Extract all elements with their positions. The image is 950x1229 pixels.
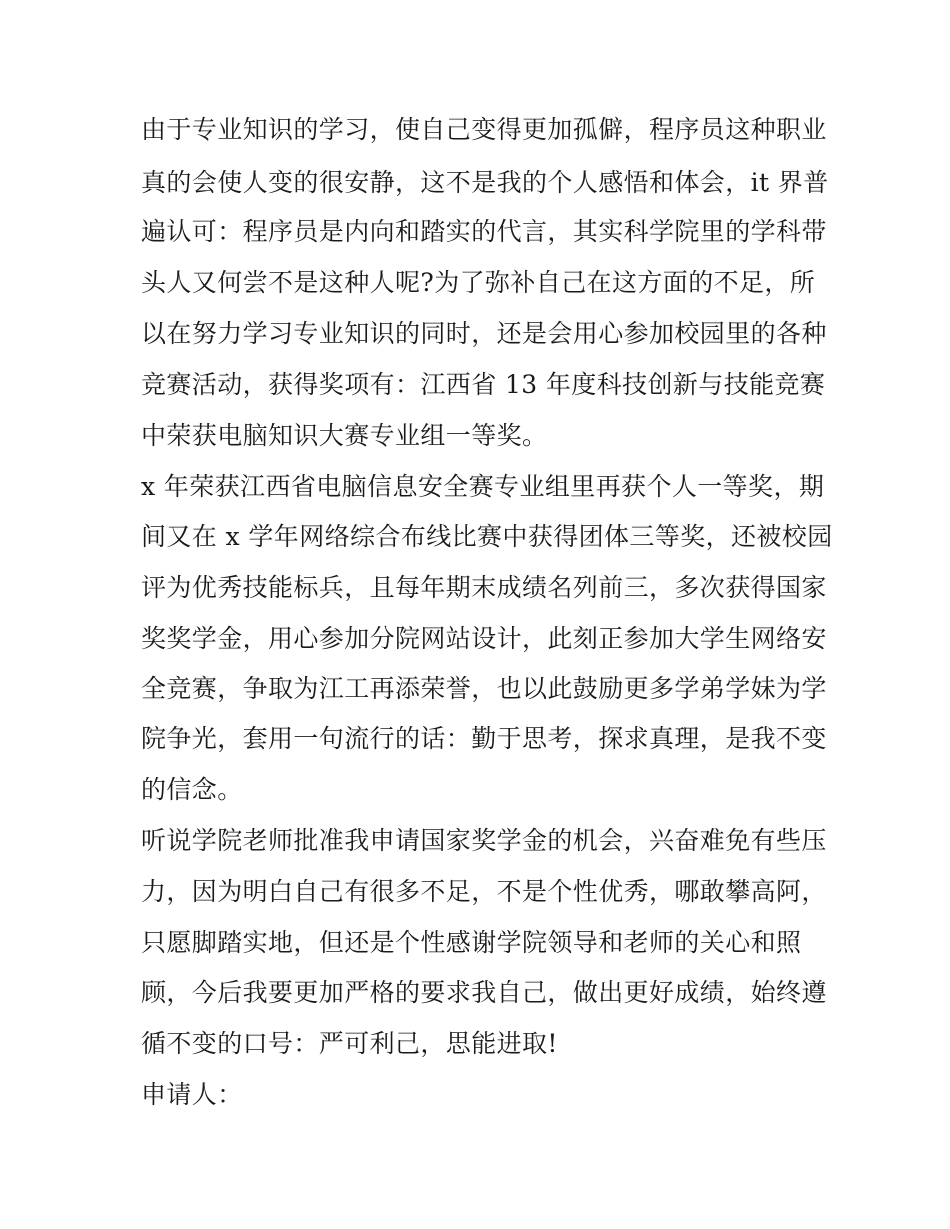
text-line: 评为优秀技能标兵，且每年期末成绩名列前三，多次获得国家 <box>141 573 827 602</box>
text-line: 竞赛活动，获得奖项有：江西省 13 年度科技创新与技能竞赛 <box>141 370 826 399</box>
text-line: 的信念。 <box>141 775 243 804</box>
text-line: 只愿脚踏实地，但还是个性感谢学院领导和老师的关心和照 <box>141 928 802 957</box>
text-line: 头人又何尝不是这种人呢?为了弥补自己在这方面的不足，所 <box>141 268 816 297</box>
text-line: 院争光，套用一句流行的话：勤于思考，探求真理，是我不变 <box>141 724 827 753</box>
text-line: 由于专业知识的学习，使自己变得更加孤僻，程序员这种职业 <box>141 115 827 144</box>
text-line: 循不变的口号：严可利己，思能进取! <box>141 1029 558 1058</box>
text-line: 听说学院老师批准我申请国家奖学金的机会，兴奋难免有些压 <box>141 826 827 855</box>
text-line: 力，因为明白自己有很多不足，不是个性优秀，哪敢攀高阿， <box>141 877 827 906</box>
text-line: 全竞赛，争取为江工再添荣誉，也以此鼓励更多学弟学妹为学 <box>141 674 827 703</box>
applicant-label: 申请人： <box>141 1080 243 1109</box>
text-line: 顾，今后我要更加严格的要求我自己，做出更好成绩，始终遵 <box>141 978 827 1007</box>
text-line: 真的会使人变的很安静，这不是我的个人感悟和体会，it 界普 <box>141 168 829 197</box>
text-line: 奖奖学金，用心参加分院网站设计，此刻正参加大学生网络安 <box>141 624 827 653</box>
text-line: 以在努力学习专业知识的同时，还是会用心参加校园里的各种 <box>141 319 827 348</box>
text-line: 遍认可：程序员是内向和踏实的代言，其实科学院里的学科带 <box>141 217 827 246</box>
text-line: 间又在 x 学年网络综合布线比赛中获得团体三等奖，还被校园 <box>141 522 833 551</box>
text-line: x 年荣获江西省电脑信息安全赛专业组里再获个人一等奖，期 <box>141 472 825 501</box>
text-line: 中荣获电脑知识大赛专业组一等奖。 <box>141 421 548 450</box>
